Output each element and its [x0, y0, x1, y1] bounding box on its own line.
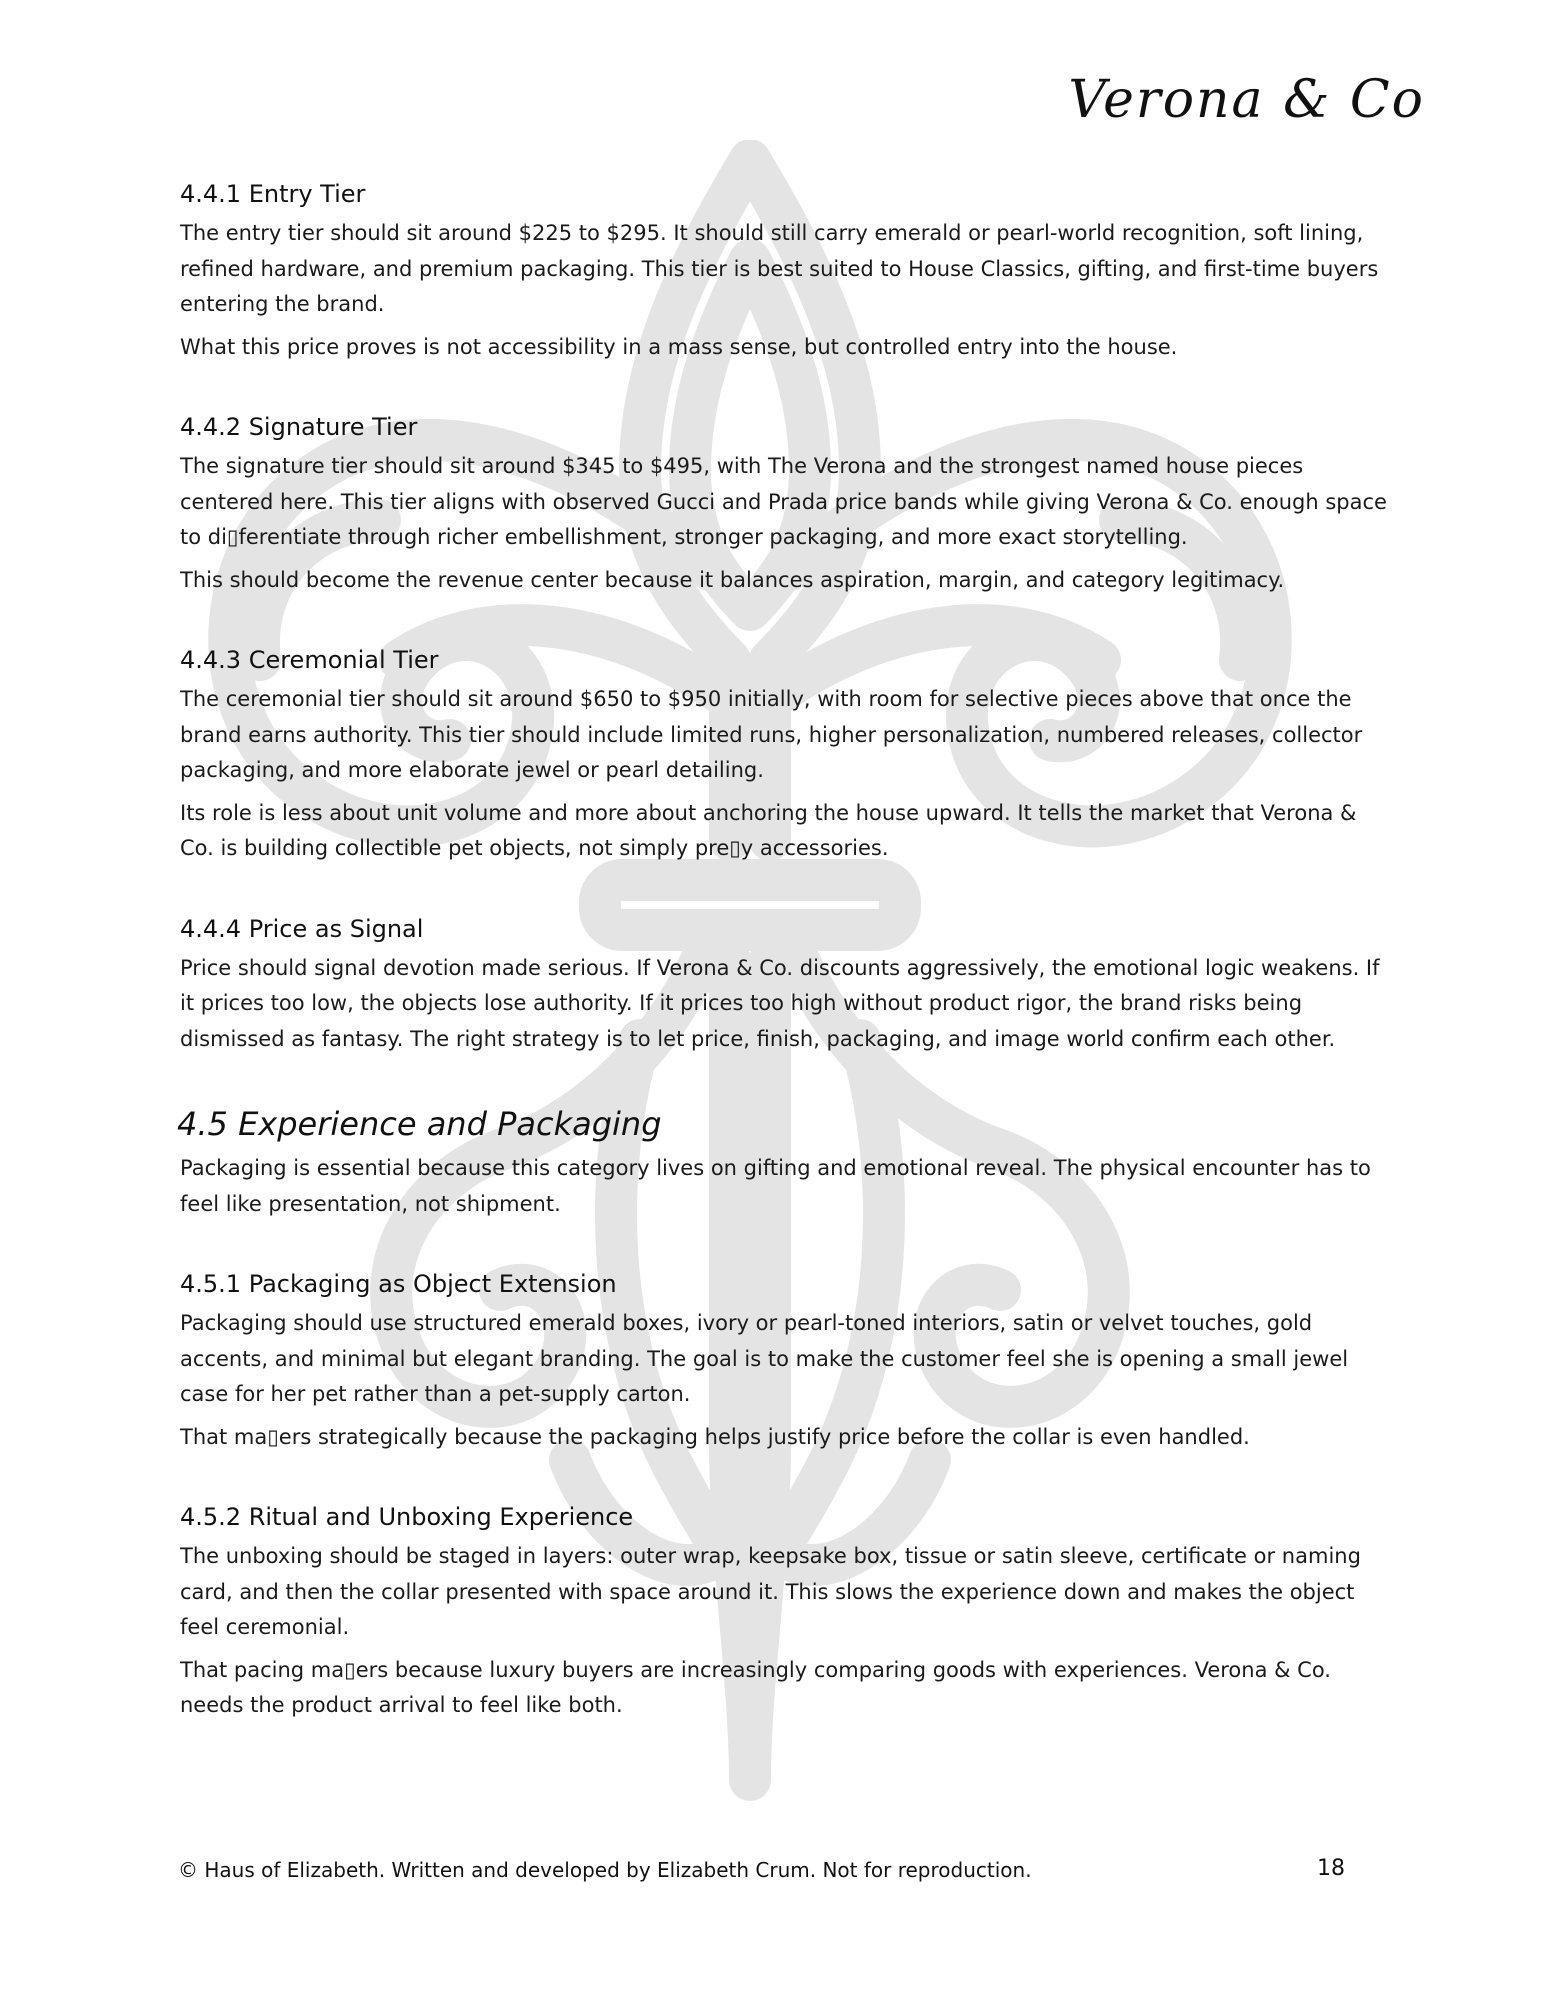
main-section-heading: 4.5 Experience and Packaging [177, 1105, 662, 1143]
paragraph: Its role is less about unit volume and more about anchoring the house upward. It tells the market that Verona & Co. is building collectible pet objects, not simply pre▯y accessories. [180, 800, 1357, 860]
section-heading: 4.4.2 Signature Tier [180, 413, 418, 441]
paragraph: The entry tier should sit around $225 to $295. It should still carry emerald or pearl-world recognition, soft lining, refined hardware, and premium packaging. This tier is best suited to House Classics, gifting, and first-time buyers entering the brand. [180, 221, 1379, 316]
paragraph: The signature tier should sit around $345 to $495, with The Verona and the strongest named house pieces centered here. This tier aligns with observed Gucci and Prada price bands while giving Verona & Co. enough space to di▯ferentiate through richer embellishment, stronger packaging, and more exact storytelling. [180, 454, 1387, 549]
paragraph: What this price proves is not accessibility in a mass sense, but controlled entry into the house. [180, 334, 1178, 359]
section-heading: 4.5.1 Packaging as Object Extension [180, 1270, 617, 1298]
paragraph: That pacing ma▯ers because luxury buyers are increasingly comparing goods with experiences. Verona & Co. needs the product arrival to feel like both. [180, 1657, 1331, 1717]
page-number: 18 [1317, 1856, 1345, 1881]
section-experience-and-packaging [177, 1105, 1390, 1222]
section-heading: 4.4.4 Price as Signal [180, 914, 424, 943]
section-ceremonial-tier [180, 646, 1390, 867]
section-ritual-unboxing [180, 1503, 1390, 1724]
document-body [177, 180, 1390, 1772]
paragraph: Packaging should use structured emerald boxes, ivory or pearl-toned interiors, satin or velvet touches, gold accents, and minimal but elegant branding. The goal is to make the customer feel she is opening a small jewel case for her pet rather than a pet-supply carton. [180, 1311, 1349, 1406]
section-price-as-signal [180, 915, 1390, 1058]
section-packaging-object-extension [180, 1270, 1390, 1455]
footer-copyright: © Haus of Elizabeth. Written and developed by Elizabeth Crum. Not for reproduction. [178, 1858, 1032, 1882]
verona-logo: Verona & Co [1068, 70, 1425, 130]
section-signature-tier [180, 413, 1390, 598]
paragraph: This should become the revenue center because it balances aspiration, margin, and category legitimacy. [180, 567, 1285, 592]
section-heading: 4.5.2 Ritual and Unboxing Experience [180, 1503, 634, 1531]
paragraph: Price should signal devotion made serious. If Verona & Co. discounts aggressively, the emotional logic weakens. If it prices too low, the objects lose authority. If it prices too high without product rigor, the brand risks being dismissed as fantasy. The right strategy is to let price, finish, packaging, and image world confirm each other. [180, 955, 1380, 1051]
paragraph: The unboxing should be staged in layers: outer wrap, keepsake box, tissue or satin sleeve, certificate or naming card, and then the collar presented with space around it. This slows the experience down and makes the object feel ceremonial. [180, 1544, 1361, 1639]
paragraph: The ceremonial tier should sit around $650 to $950 initially, with room for selective pieces above that once the brand earns authority. This tier should include limited runs, higher personalization, numbered releases, collector packaging, and more elaborate jewel or pearl detailing. [180, 687, 1363, 782]
paragraph: Packaging is essential because this category lives on gifting and emotional reveal. The physical encounter has to feel like presentation, not shipment. [180, 1156, 1371, 1216]
section-heading: 4.4.3 Ceremonial Tier [180, 646, 439, 674]
section-entry-tier [180, 180, 1390, 365]
section-heading: 4.4.1 Entry Tier [180, 180, 366, 208]
paragraph: That ma▯ers strategically because the packaging helps justify price before the collar is even handled. [180, 1424, 1250, 1449]
